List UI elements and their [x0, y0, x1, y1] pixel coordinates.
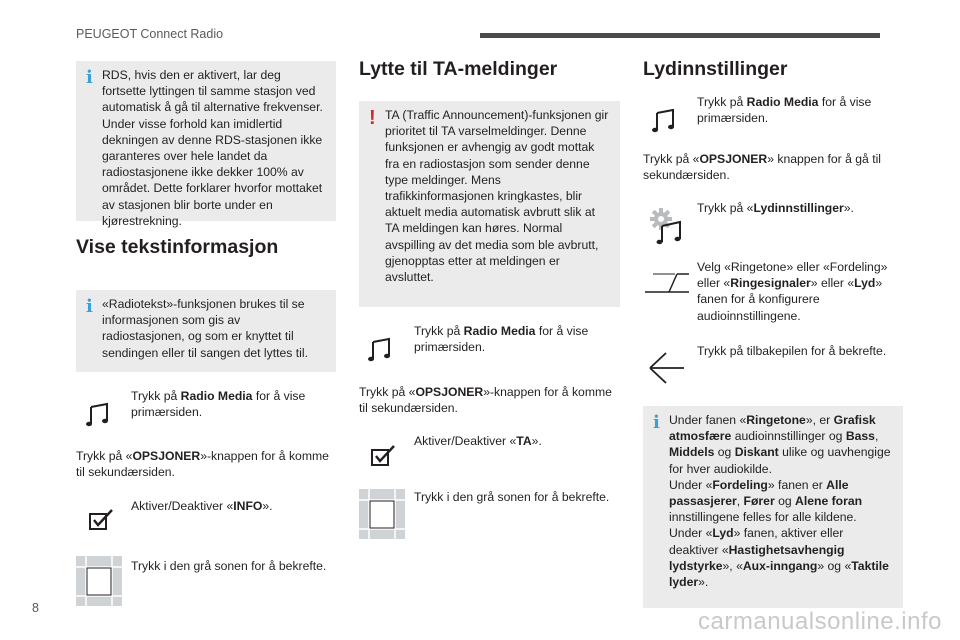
col2-step1: Trykk på Radio Media for å vise primærsiden. — [414, 324, 589, 355]
col1-step1: Trykk på Radio Media for å vise primærsiden. — [131, 389, 306, 420]
back-arrow-icon — [646, 350, 686, 386]
col3-step3: Trykk på «Lydinnstillinger». — [697, 201, 854, 215]
info-rds-text: RDS, hvis den er aktivert, lar deg fortsette lyttingen til samme stasjon ved automatisk å gå til alternative frekvenser. Under visse forhold kan imidlertid dekningen av denne RDS-stasjonen ikke garanteres over hele landet da radiostasjonene ikke dekker 100% av området. Dette forklarer hvorfor mottaket av stasjonen blir borte under en kjørestrekning. — [102, 68, 323, 228]
info-icon: i — [86, 296, 93, 317]
col3-step4: Velg «Ringetone» eller «Fordeling» eller «Ringesignaler» eller «Lyd» fanen for å konfigurere audioinnstillingene. — [697, 260, 888, 323]
music-note-icon — [86, 402, 112, 428]
col3-step1: Trykk på Radio Media for å vise primærsiden. — [697, 95, 872, 126]
checkbox-icon — [370, 444, 396, 468]
heading-lytte-til-ta: Lytte til TA-meldinger — [359, 58, 558, 80]
checkbox-icon — [88, 508, 114, 532]
settings-music-icon — [648, 206, 688, 246]
heading-vise-tekstinformasjon: Vise tekstinformasjon — [76, 236, 279, 258]
info-icon: i — [653, 412, 660, 433]
info-icon: i — [86, 67, 93, 88]
col3-step2: Trykk på «OPSJONER» knappen for å gå til sekundærsiden. — [643, 152, 882, 183]
warning-box-ta — [359, 101, 620, 307]
col2-step3: Aktiver/Deaktiver «TA». — [414, 434, 542, 448]
header-title: PEUGEOT Connect Radio — [76, 27, 224, 41]
col1-step2: Trykk på «OPSJONER»-knappen for å komme til sekundærsiden. — [76, 449, 329, 480]
music-note-icon — [368, 337, 394, 363]
tab-slant-icon — [645, 272, 689, 294]
warning-ta-text: TA (Traffic Announcement)-funksjonen gir prioritet til TA varselmeldinger. Denne funksjonen er avhengig av godt mottak fra en radiostasjon som sender denne type meldinger. Mens trafikkinformasjonen kringkastes, blir aktuelt media automatisk avbrutt slik at TA meldingen kan høres. Normal avspilling av det media som ble avbrutt, gjenopptas etter at meldingen er avsluttet. — [385, 108, 609, 285]
col2-step4: Trykk i den grå sonen for å bekrefte. — [414, 490, 610, 504]
grey-zone-icon — [359, 489, 405, 539]
info-box-sound — [643, 406, 903, 608]
col2-step2: Trykk på «OPSJONER»-knappen for å komme til sekundærsiden. — [359, 385, 612, 416]
music-note-icon — [652, 108, 678, 134]
warning-icon: ! — [369, 107, 376, 129]
info-box-rds — [76, 61, 336, 228]
col1-step3: Aktiver/Deaktiver «INFO». — [131, 499, 273, 513]
watermark: carmanualsonline.info — [698, 608, 942, 635]
grey-zone-icon — [76, 556, 122, 606]
info-radiotext-text: «Radiotekst»-funksjonen brukes til se informasjonen som gis av radiostasjonen, og som er knyttet til sendingen eller til sangen det lyttes til. — [102, 297, 308, 360]
info-sound-text: Under fanen «Ringetone», er Grafisk atmosfære audioinnstillinger og Bass, Middels og Diskant ulike og uavhengige for hver audiokilde. Under «Fordeling» fanen er Alle passasjerer, Fører og Alene foran innstillingene felles for alle kildene. Under «Lyd» fanen, aktiver eller deaktiver «Hastighetsavhengig lydstyrke», «Aux-inngang» og «Taktile lyder». — [669, 413, 891, 590]
page-number: 8 — [32, 601, 39, 615]
col3-step5: Trykk på tilbakepilen for å bekrefte. — [697, 344, 887, 358]
info-box-radiotext — [76, 290, 336, 372]
header-bar — [480, 33, 880, 38]
col1-step4: Trykk i den grå sonen for å bekrefte. — [131, 559, 327, 573]
heading-lydinnstillinger: Lydinnstillinger — [643, 58, 788, 80]
